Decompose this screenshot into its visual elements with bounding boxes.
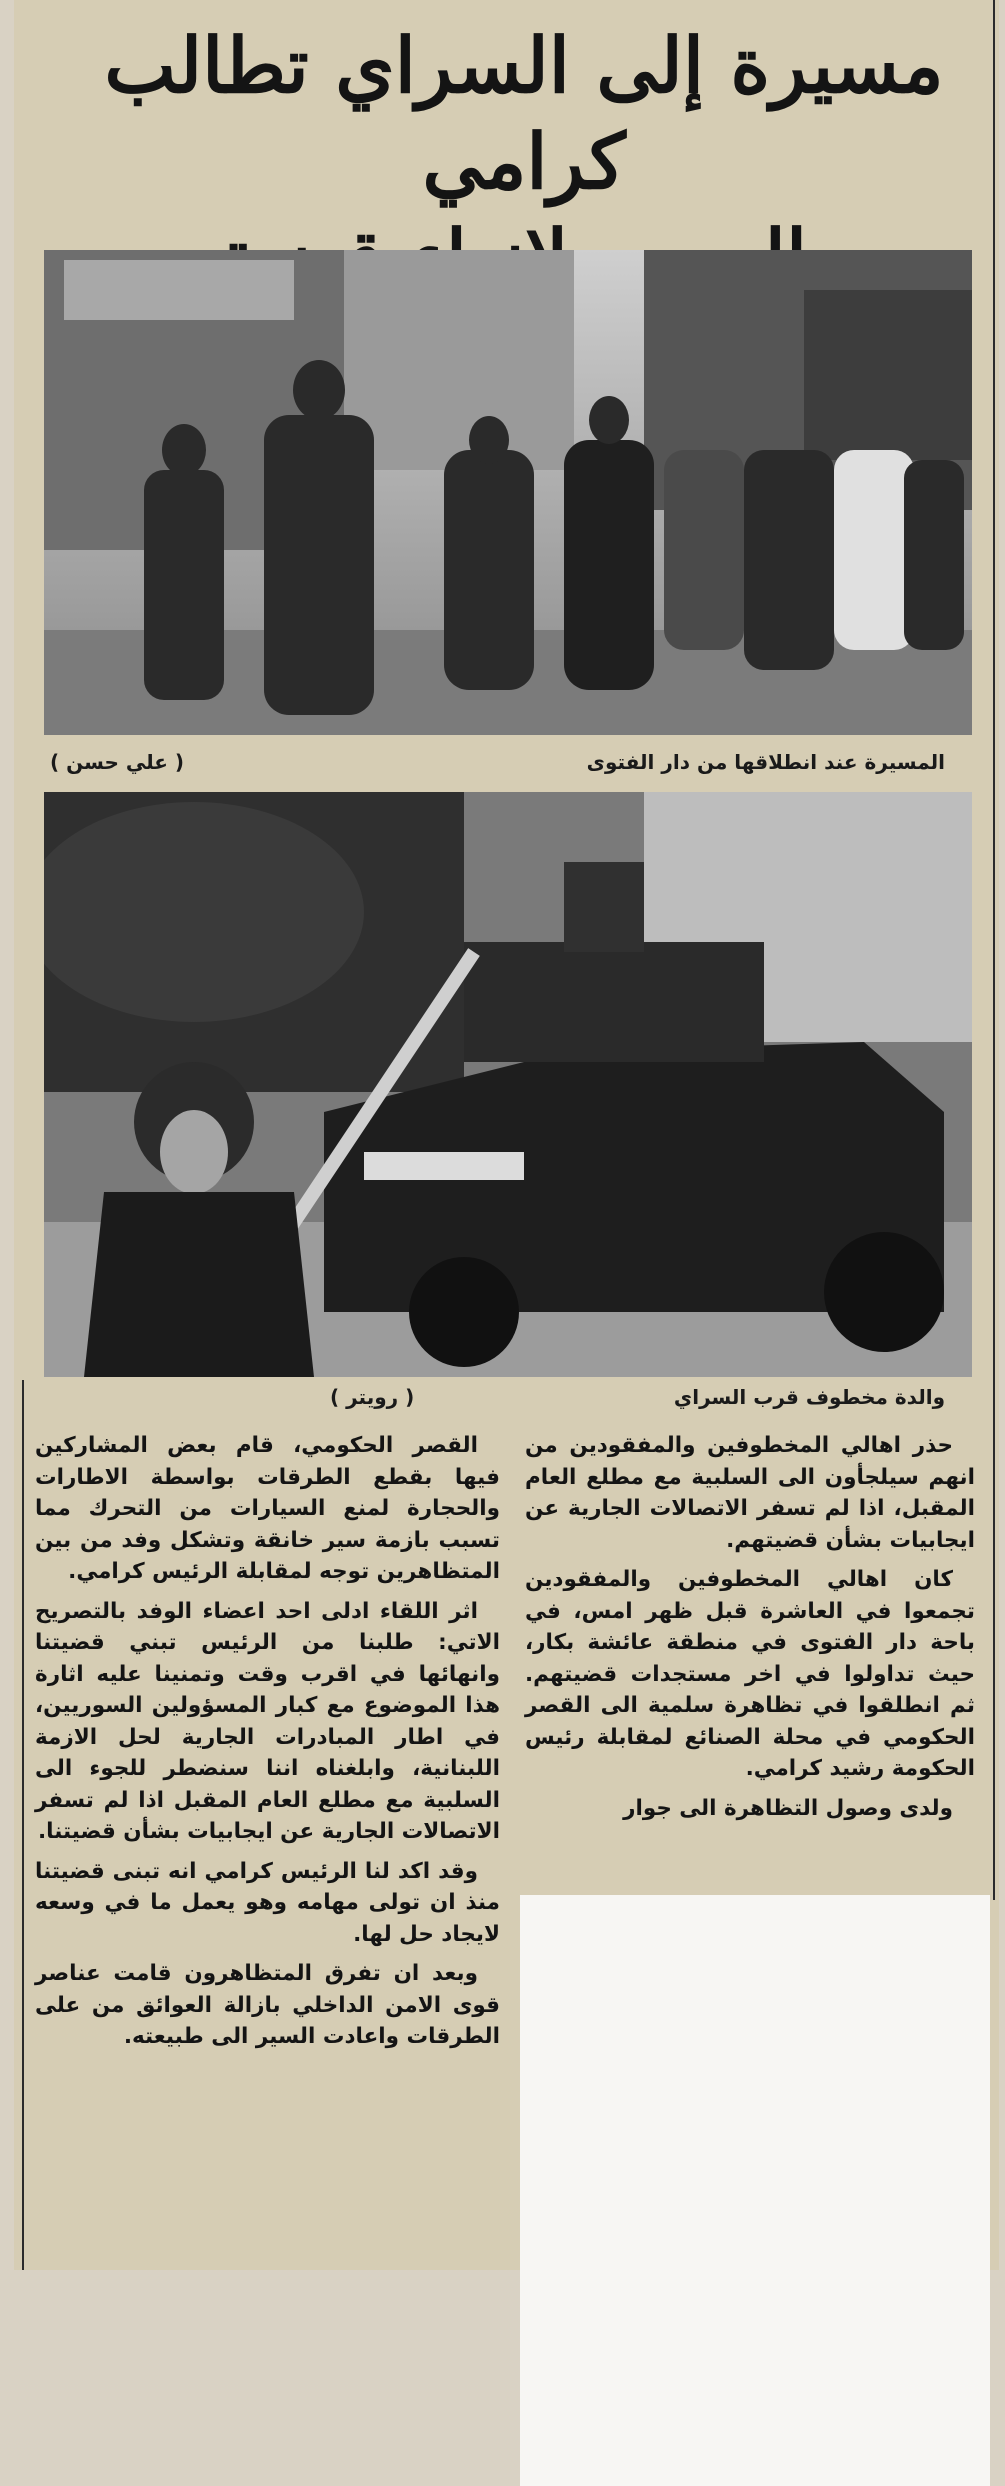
paragraph: حذر اهالي المخطوفين والمفقودين من انهم سيلجأون الى السلبية مع مطلع العام المقبل، اذا لم تسفر الاتصالات الجارية عن ايجابيات بشأن قضيتهم. [525, 1433, 975, 1553]
column-rule-left [22, 1380, 24, 2270]
paragraph: القصر الحكومي، قام بعض المشاركين فيها بقطع الطرقات بواسطة الاطارات والحجارة لمنع السيارات من التحرك مما تسبب بازمة سير خانقة وتشكل وفد من بين المتظاهرين توجه لمقابلة الرئيس كرامي. [35, 1433, 500, 1584]
paragraph: وقد اكد لنا الرئيس كرامي انه تبنى قضيتنا منذ ان تولى مهامه وهو يعمل ما في وسعه لايجاد حل لها. [35, 1858, 500, 1947]
credit-march: ( علي حسن ) [50, 750, 185, 774]
credit-vehicle: ( رويتر ) [330, 1385, 415, 1409]
paragraph: ولدى وصول التظاهرة الى جوار [623, 1795, 953, 1821]
caption-march: المسيرة عند انطلاقها من دار الفتوى [586, 750, 945, 774]
paragraph: اثر اللقاء ادلى احد اعضاء الوفد بالتصريح الاتي: طلبنا من الرئيس تبني قضيتنا وانهائها في اقرب وقت وتمنينا عليه اثارة هذا الموضوع مع كبار المسؤولين السوريين، في اطار المبادرات الجارية لحل الازمة اللبنانية، وابلغناه اننا سنضطر للجوء الى السلبية مع مطلع العام المقبل اذا لم تسفر الاتصالات الجارية عن ايجابيات بشأن قضيتنا. [35, 1598, 500, 1844]
photo-march [44, 250, 972, 735]
headline-line-1: مسيرة إلى السراي تطالب كرامي [104, 21, 944, 206]
caption-vehicle: والدة مخطوف قرب السراي [673, 1385, 945, 1409]
article-column-right [525, 1430, 975, 1832]
article-column-left [35, 1430, 500, 2061]
photo-armored-vehicle [44, 792, 972, 1377]
blank-paper-area [520, 1895, 990, 2486]
paragraph: وبعد ان تفرق المتظاهرون قامت عناصر قوى الامن الداخلي بازالة العوائق من على الطرقات واعادت السير الى طبيعته. [35, 1961, 500, 2049]
paragraph: كان اهالي المخطوفين والمفقودين تجمعوا في العاشرة قبل ظهر امس، في باحة دار الفتوى في منطقة عائشة بكار، حيث تداولوا في اخر مستجدات قضيتهم. ثم انطلقوا في تظاهرة سلمية الى القصر الحكومي في محلة الصنائع لمقابلة رئيس الحكومة رشيد كرامي. [525, 1567, 975, 1781]
